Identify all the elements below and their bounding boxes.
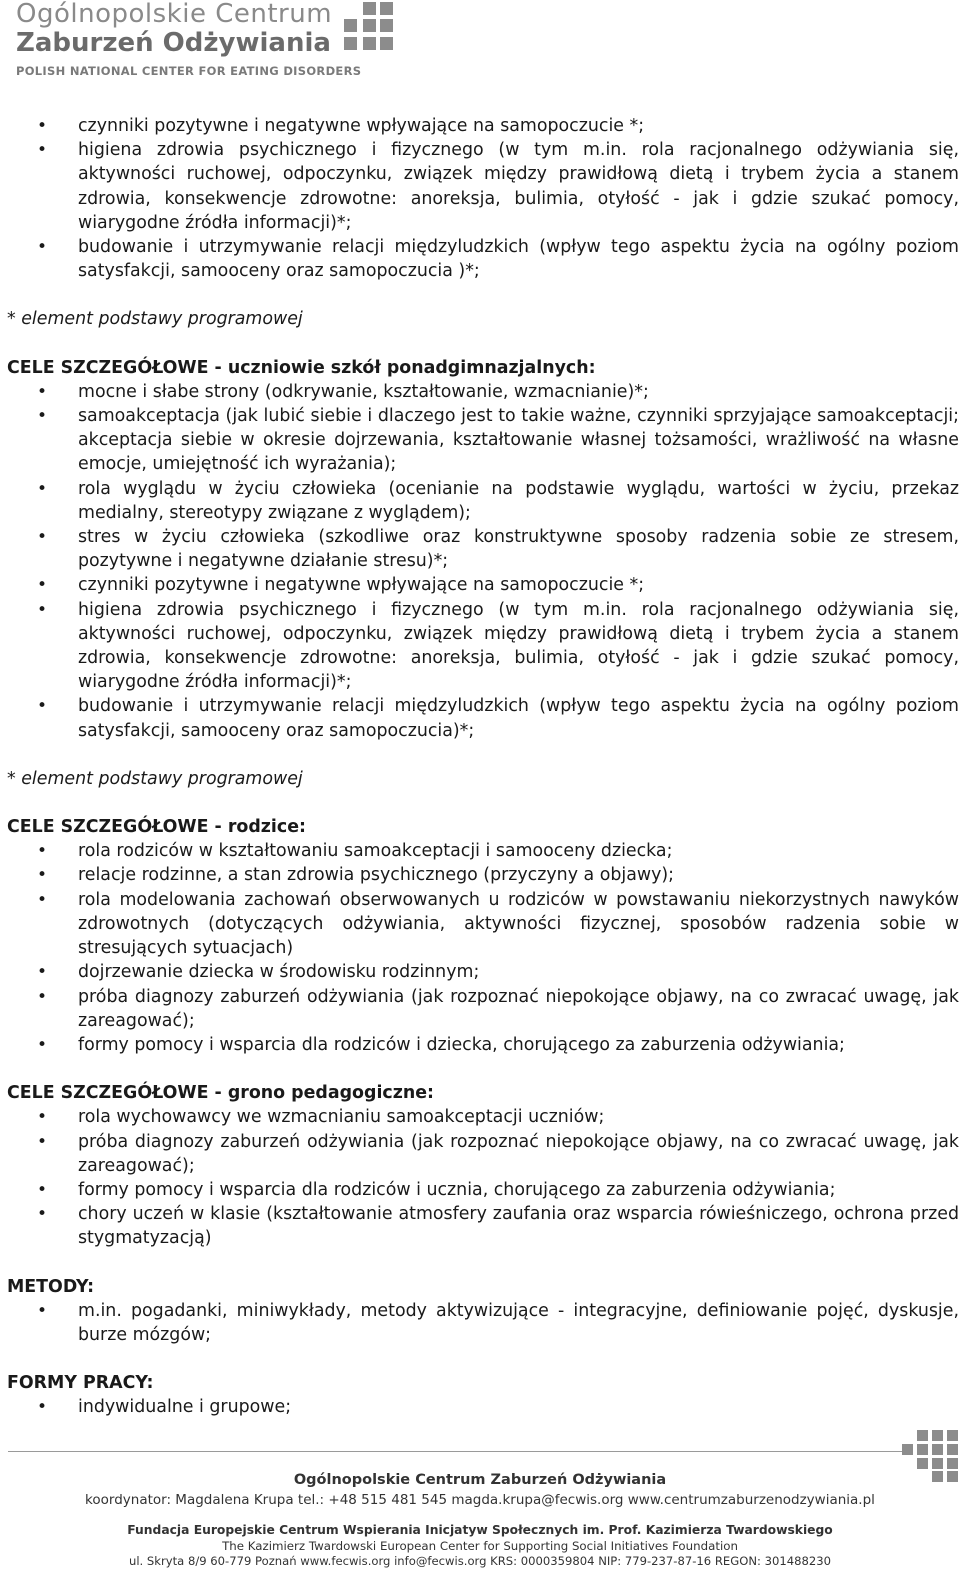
- list-parents: [7, 839, 959, 1057]
- heading-suffix: rodzice:: [227, 817, 306, 838]
- list-methods: [7, 1299, 959, 1347]
- list-item: • formy pomocy i wsparcia dla rodziców i ucznia, chorującego za zaburzenia odżywiania;: [7, 1178, 959, 1202]
- list-item: • m.in. pogadanki, miniwykłady, metody aktywizujące - integracyjne, definiowanie pojęć, dyskusje, burze mózgów;: [7, 1299, 959, 1347]
- list-item: • czynniki pozytywne i negatywne wpływające na samopoczucie *;: [7, 114, 959, 138]
- section-heading-students: [7, 356, 959, 380]
- footer-org-name: Ogólnopolskie Centrum Zaburzeń Odżywiania: [293, 1472, 667, 1488]
- list-item: • budowanie i utrzymywanie relacji międzyludzkich (wpływ tego aspektu życia na ogólny poziom satysfakcji, samooceny oraz samopoczucia)*;: [7, 694, 959, 742]
- list-item: • higiena zdrowia psychicznego i fizycznego (w tym m.in. rola racjonalnego odżywiania się, aktywności ruchowej, odpoczynku, związek między prawidłową dietą i trybem życia a stanem zdrowia, konsekwencje zdrowotne: anoreksja, bulimia, otyłość - jak i gdzie szukać pomocy, wiarygodne źródła informacji)*;: [7, 598, 959, 695]
- heading-prefix: CELE SZCZEGÓŁOWE -: [7, 817, 228, 838]
- main-content: [7, 114, 959, 1420]
- footer-contact: koordynator: Magdalena Krupa tel.: +48 515 481 545 magda.krupa@fecwis.org www.centrumzaburzenodzywiania.pl: [85, 1492, 875, 1508]
- logo-squares-icon: [344, 2, 394, 54]
- header: [8, 0, 388, 82]
- logo-text-line1: Ogólnopolskie Centrum: [16, 0, 333, 29]
- section-heading-teachers: [7, 1081, 959, 1105]
- list-item: • rola rodziców w kształtowaniu samoakceptacji i samooceny dziecka;: [7, 839, 959, 863]
- section-heading-parents: [7, 815, 959, 839]
- list-item: • formy pomocy i wsparcia dla rodziców i dziecka, chorującego za zaburzenia odżywiania;: [7, 1033, 959, 1057]
- heading-prefix: CELE SZCZEGÓŁOWE -: [7, 1083, 228, 1104]
- list-teachers: [7, 1105, 959, 1250]
- logo-text-line3: POLISH NATIONAL CENTER FOR EATING DISORDERS: [16, 64, 362, 78]
- note-program-element: * element podstawy programowej: [7, 309, 303, 330]
- heading-suffix: grono pedagogiczne:: [227, 1083, 434, 1104]
- footer-foundation-pl: Fundacja Europejskie Centrum Wspierania Inicjatyw Społecznych im. Prof. Kazimierza Twardowskiego: [127, 1523, 833, 1537]
- list-item: • higiena zdrowia psychicznego i fizycznego (w tym m.in. rola racjonalnego odżywiania się, aktywności ruchowej, odpoczynku, związek między prawidłową dietą i trybem życia a stanem zdrowia, konsekwencje zdrowotne: anoreksja, bulimia, otyłość - jak i gdzie szukać pomocy, wiarygodne źródła informacji)*;: [7, 138, 959, 235]
- list-item: • budowanie i utrzymywanie relacji międzyludzkich (wpływ tego aspektu życia na ogólny poziom satysfakcji, samooceny oraz samopoczucia )*;: [7, 235, 959, 283]
- list-item: • czynniki pozytywne i negatywne wpływające na samopoczucie *;: [7, 573, 959, 597]
- list-item: • chory uczeń w klasie (kształtowanie atmosfery zaufania oraz wsparcia rówieśniczego, ochrona przed stygmatyzacją): [7, 1202, 959, 1250]
- list-item: • relacje rodzinne, a stan zdrowia psychicznego (przyczyny a objawy);: [7, 863, 959, 887]
- list-item: • indywidualne i grupowe;: [7, 1395, 959, 1419]
- list-item: • samoakceptacja (jak lubić siebie i dlaczego jest to takie ważne, czynniki sprzyjające samoakceptacji; akceptacja siebie w okresie dojrzewania, kształtowanie własnej tożsamości, wrażliwość na własne emocje, umiejętność ich wyrażania);: [7, 404, 959, 477]
- footer-foundation-en: The Kazimierz Twardowski European Center for Supporting Social Initiatives Foundation: [222, 1539, 738, 1553]
- list-work-forms: [7, 1395, 959, 1419]
- list-item: • rola wychowawcy we wzmacnianiu samoakceptacji uczniów;: [7, 1105, 959, 1129]
- list-item: • dojrzewanie dziecka w środowisku rodzinnym;: [7, 960, 959, 984]
- section-heading-methods: METODY:: [7, 1276, 95, 1297]
- list-item: • stres w życiu człowieka (szkodliwe oraz konstruktywne sposoby radzenia sobie ze stresem, pozytywne i negatywne działanie stresu)*;: [7, 525, 959, 573]
- list-item: • mocne i słabe strony (odkrywanie, kształtowanie, wzmacnianie)*;: [7, 380, 959, 404]
- section-heading-work-forms: FORMY PRACY:: [7, 1373, 154, 1394]
- list-item: • rola wyglądu w życiu człowieka (ocenianie na podstawie wyglądu, wartości w życiu, przekaz medialny, stereotypy związane z wyglądem);: [7, 477, 959, 525]
- heading-suffix: uczniowie szkół ponadgimnazjalnych:: [227, 357, 596, 378]
- list-students: [7, 380, 959, 743]
- list-item: • próba diagnozy zaburzeń odżywiania (jak rozpoznać niepokojące objawy, na co zwracać uwagę, jak zareagować);: [7, 985, 959, 1033]
- heading-prefix: CELE SZCZEGÓŁOWE -: [7, 357, 228, 378]
- list-intro: [7, 114, 959, 283]
- list-item: • rola modelowania zachowań obserwowanych u rodziców w powstawaniu niekorzystnych nawyków zdrowotnych (dotyczących odżywiania, aktywności fizycznej, sposobów radzenia sobie w stresujących sytuacjach): [7, 888, 959, 961]
- note-program-element: * element podstawy programowej: [7, 768, 303, 789]
- list-item: • próba diagnozy zaburzeń odżywiania (jak rozpoznać niepokojące objawy, na co zwracać uwagę, jak zareagować);: [7, 1130, 959, 1178]
- footer-divider: [8, 1451, 908, 1452]
- footer-address: ul. Skryta 8/9 60-779 Poznań www.fecwis.org info@fecwis.org KRS: 0000359804 NIP: 779-237-87-16 REGON: 301488230: [128, 1554, 832, 1568]
- logo-text-line2: Zaburzeń Odżywiania: [16, 28, 331, 58]
